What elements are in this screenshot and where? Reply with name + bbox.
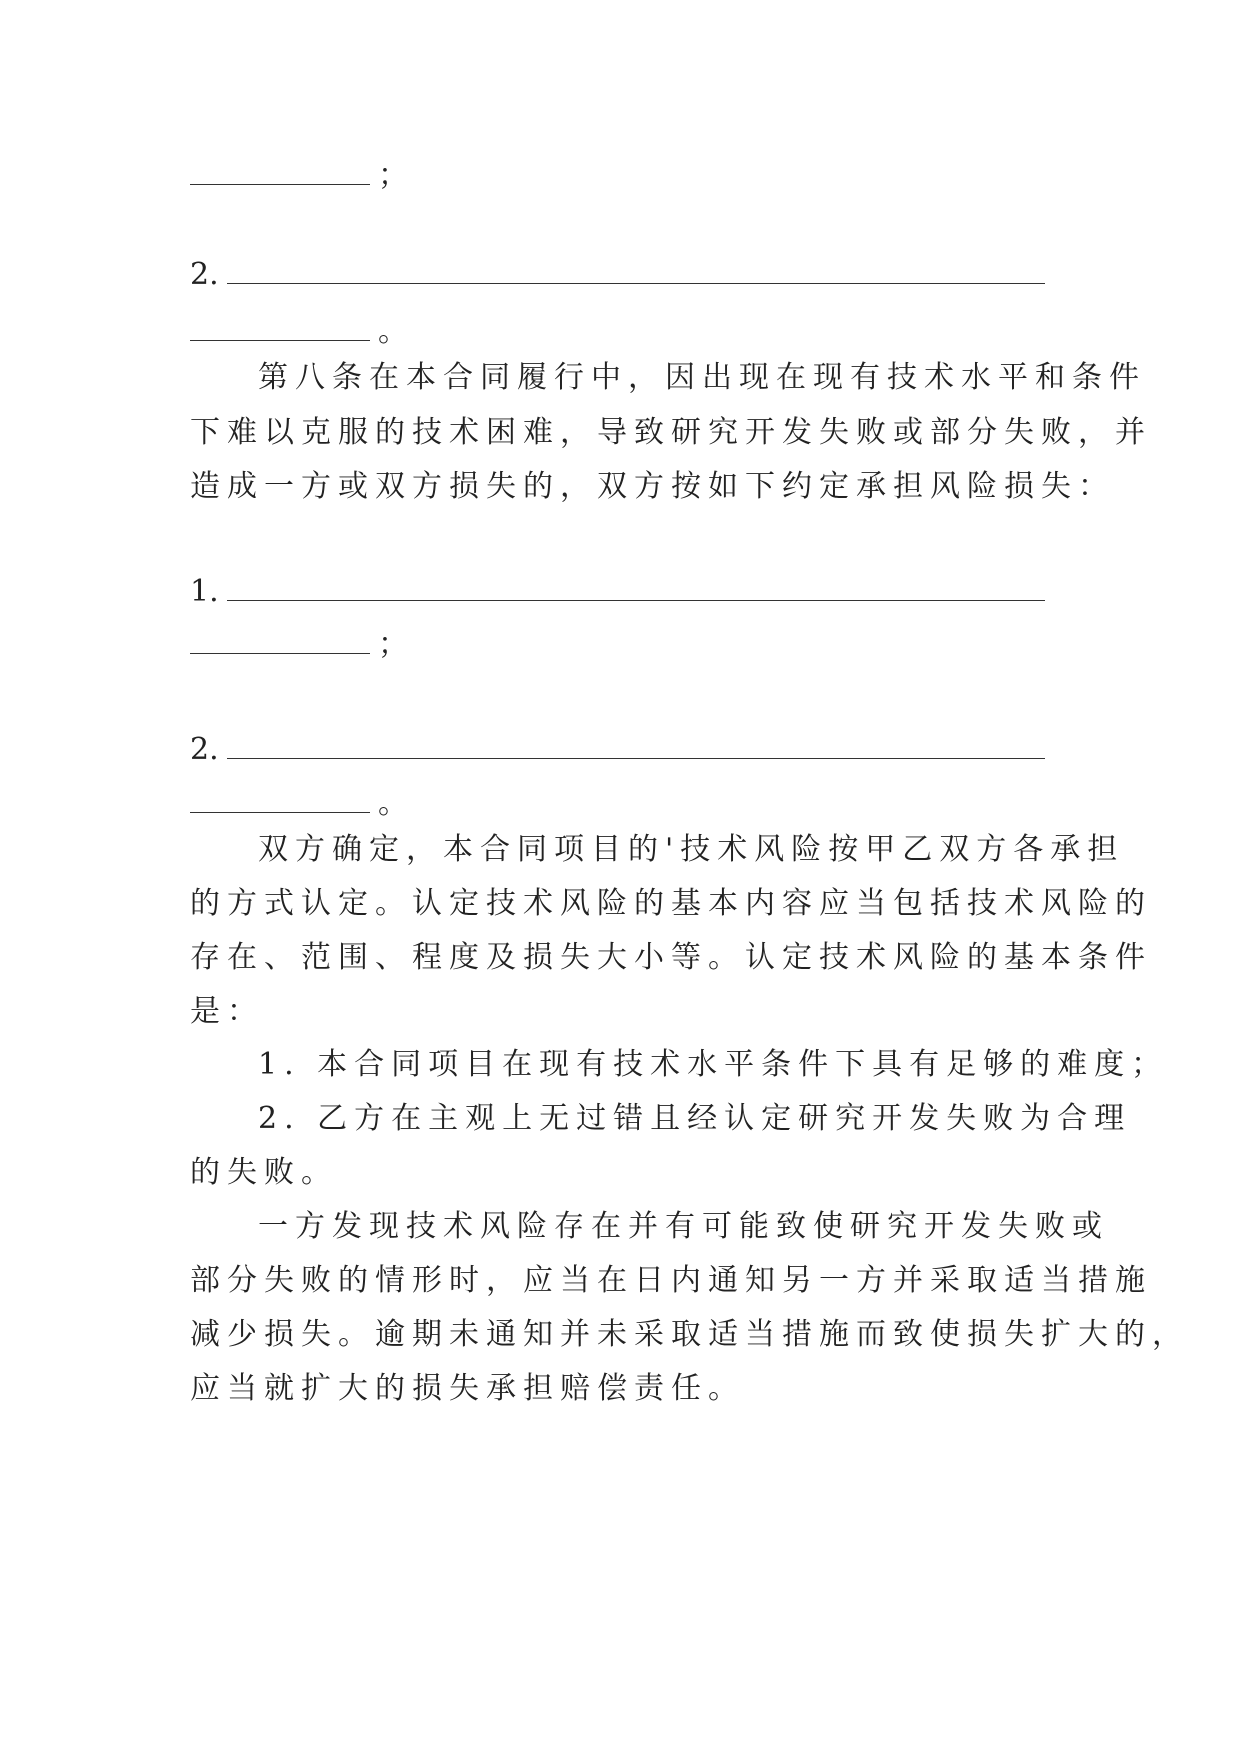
notify-line-2: 部分失败的情形时，应当在日内通知另一方并采取适当措施 [190, 1263, 1152, 1298]
blank-underline[interactable] [227, 580, 1045, 601]
blank-underline[interactable] [190, 792, 370, 813]
item-number: 2. [190, 732, 219, 767]
line-punctuation: 。 [378, 314, 410, 349]
blank-underline[interactable] [190, 164, 370, 185]
notify-line-1: 一方发现技术风险存在并有可能致使研究开发失败或 [258, 1209, 1109, 1244]
article8-line-2: 下难以克服的技术困难，导致研究开发失败或部分失败，并 [190, 415, 1152, 450]
fill-line-3 [190, 627, 410, 663]
article8-line-3: 造成一方或双方损失的，双方按如下约定承担风险损失： [190, 469, 1115, 504]
blank-underline[interactable] [227, 263, 1045, 284]
item-number: 1. [190, 574, 219, 609]
article8-line-1: 第八条在本合同履行中，因出现在现有技术水平和条件 [258, 360, 1146, 395]
blank-underline[interactable] [227, 738, 1045, 759]
blank-underline[interactable] [190, 633, 370, 654]
fill-line-2 [190, 314, 410, 350]
fill-item-1 [190, 574, 1045, 610]
line-punctuation: ； [378, 627, 410, 662]
condition-2-cont: 的失败。 [190, 1155, 338, 1190]
line-punctuation: 。 [378, 786, 410, 821]
fill-line-4 [190, 786, 410, 822]
line-punctuation: ； [378, 158, 410, 193]
condition-2: 2. 乙方在主观上无过错且经认定研究开发失败为合理 [258, 1101, 1132, 1136]
confirm-line-2: 的方式认定。认定技术风险的基本内容应当包括技术风险的 [190, 886, 1152, 921]
notify-line-3: 减少损失。逾期未通知并未采取适当措施而致使损失扩大的， [190, 1317, 1189, 1352]
item-number: 2. [190, 257, 219, 292]
confirm-line-1: 双方确定，本合同项目的'技术风险按甲乙双方各承担 [258, 832, 1125, 867]
blank-underline[interactable] [190, 320, 370, 341]
fill-line-1 [190, 158, 410, 194]
fill-item-2 [190, 257, 1045, 293]
notify-line-4: 应当就扩大的损失承担赔偿责任。 [190, 1371, 745, 1406]
condition-1: 1. 本合同项目在现有技术水平条件下具有足够的难度； [258, 1047, 1169, 1082]
confirm-line-4: 是： [190, 994, 264, 1029]
confirm-line-3: 存在、范围、程度及损失大小等。认定技术风险的基本条件 [190, 940, 1152, 975]
fill-item-2b [190, 732, 1045, 768]
